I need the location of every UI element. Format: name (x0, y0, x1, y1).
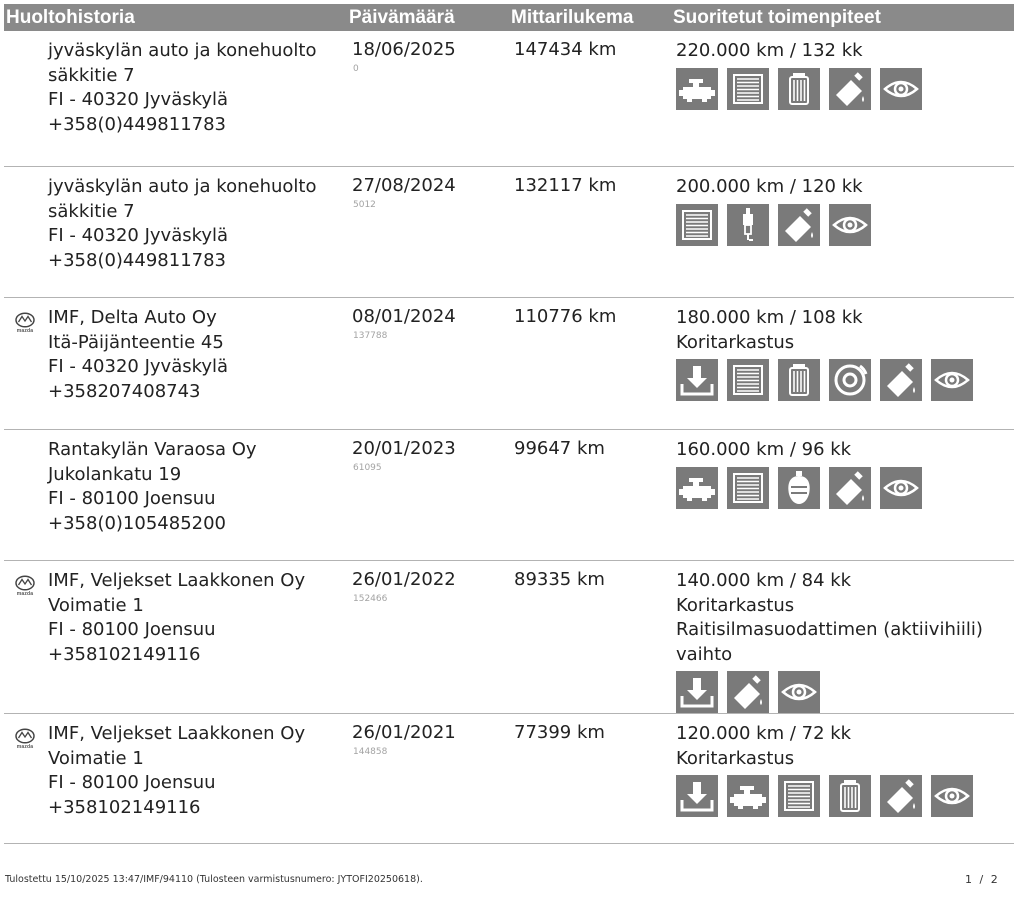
mazda-logo-icon (9, 312, 41, 338)
service-entry (4, 167, 1014, 298)
workshop-address (48, 438, 257, 536)
air-filter-icon (727, 359, 769, 401)
fluid-check-icon (880, 775, 922, 817)
operation-text: vaihto (676, 643, 733, 665)
operations-cell (676, 175, 1006, 246)
address-line: IMF, Delta Auto Oy (48, 307, 217, 328)
document-number: 152466 (353, 594, 388, 604)
operation-text: Koritarkastus (676, 594, 795, 616)
address-line: +358(0)449811783 (48, 249, 227, 271)
mazda-logo-icon (9, 728, 41, 754)
workshop-address (48, 569, 305, 667)
address-line: Voimatie 1 (48, 747, 144, 769)
operation-text: 200.000 km / 120 kk (676, 176, 863, 197)
address-line: FI - 80100 Joensuu (48, 619, 216, 640)
operation-text: Raitisilmasuodattimen (aktiivihiili) (676, 619, 983, 640)
workshop-address (48, 722, 305, 820)
table-header (4, 4, 1014, 31)
oil-filter-icon (778, 68, 820, 110)
operations-cell (676, 569, 1006, 713)
fluid-check-icon (829, 467, 871, 509)
odometer-reading: 110776 km (514, 306, 617, 327)
address-line: +358(0)105485200 (48, 512, 227, 534)
fluid-check-icon (727, 671, 769, 713)
document-number: 5012 (353, 200, 376, 210)
operations-cell (676, 438, 1006, 509)
workshop-address (48, 306, 228, 404)
address-line: +358102149116 (48, 643, 201, 665)
odometer-reading: 99647 km (514, 438, 605, 459)
address-line: FI - 40320 Jyväskylä (48, 89, 229, 110)
operations-cell (676, 306, 1006, 401)
address-line: IMF, Veljekset Laakkonen Oy (48, 570, 306, 591)
download-icon (676, 671, 718, 713)
service-date: 18/06/2025 (352, 39, 456, 60)
odometer-reading: 77399 km (514, 722, 605, 743)
address-line: +358102149116 (48, 796, 201, 818)
operations-cell (676, 722, 1006, 817)
operation-text: 180.000 km / 108 kk (676, 307, 863, 328)
mazda-logo-text: mazda (16, 591, 34, 597)
operation-text: 160.000 km / 96 kk (676, 439, 852, 460)
service-entry (4, 298, 1014, 430)
operation-icons (676, 775, 1006, 817)
fuel-filter-icon (778, 467, 820, 509)
mazda-logo-text: mazda (16, 744, 34, 750)
address-line: FI - 40320 Jyväskylä (48, 225, 229, 246)
document-number: 61095 (353, 463, 382, 473)
address-line: jyväskylän auto ja konehuolto (48, 176, 317, 197)
operation-icons (676, 467, 1006, 509)
address-line: IMF, Veljekset Laakkonen Oy (48, 723, 306, 744)
service-entry (4, 561, 1014, 714)
address-line: säkkitie 7 (48, 200, 135, 222)
address-line: FI - 80100 Joensuu (48, 772, 216, 793)
air-filter-icon (676, 204, 718, 246)
inspection-eye-icon (880, 68, 922, 110)
print-footer: Tulostettu 15/10/2025 13:47/IMF/94110 (Tulosteen varmistusnumero: JYTOFI20250618). (5, 874, 423, 885)
inspection-eye-icon (931, 775, 973, 817)
oil-filter-icon (778, 359, 820, 401)
service-date: 20/01/2023 (352, 438, 456, 459)
column-header-odometer: Mittarilukema (511, 7, 634, 28)
operation-icons (676, 204, 1006, 246)
operation-text: 120.000 km / 72 kk (676, 723, 852, 744)
operations-cell (676, 39, 1006, 110)
fluid-check-icon (880, 359, 922, 401)
oil-filter-icon (829, 775, 871, 817)
address-line: +358(0)449811783 (48, 113, 227, 135)
column-header-history: Huoltohistoria (6, 7, 135, 28)
service-entry (4, 430, 1014, 561)
column-header-operations: Suoritetut toimenpiteet (673, 7, 881, 28)
address-line: FI - 40320 Jyväskylä (48, 356, 229, 377)
address-line: Itä-Päijänteentie 45 (48, 331, 224, 353)
workshop-address (48, 39, 316, 137)
document-number: 137788 (353, 331, 388, 341)
odometer-reading: 147434 km (514, 39, 617, 60)
operation-text: Koritarkastus (676, 747, 795, 769)
document-number: 0 (353, 64, 359, 74)
brake-disc-icon (829, 359, 871, 401)
operation-text: 220.000 km / 132 kk (676, 40, 863, 61)
operation-text: Koritarkastus (676, 331, 795, 353)
inspection-eye-icon (931, 359, 973, 401)
fluid-check-icon (829, 68, 871, 110)
address-line: Rantakylän Varaosa Oy (48, 439, 257, 460)
address-line: +358207408743 (48, 380, 201, 402)
fluid-check-icon (778, 204, 820, 246)
address-line: Voimatie 1 (48, 594, 144, 616)
inspection-eye-icon (880, 467, 922, 509)
operation-icons (676, 359, 1006, 401)
engine-icon (676, 68, 718, 110)
service-entry (4, 714, 1014, 844)
document-number: 144858 (353, 747, 388, 757)
air-filter-icon (727, 467, 769, 509)
column-header-date: Päivämäärä (349, 7, 455, 28)
spark-plug-icon (727, 204, 769, 246)
address-line: säkkitie 7 (48, 64, 135, 86)
operation-icons (676, 68, 1006, 110)
service-date: 26/01/2021 (352, 722, 456, 743)
download-icon (676, 775, 718, 817)
service-history-list (4, 31, 1014, 844)
air-filter-icon (778, 775, 820, 817)
service-date: 27/08/2024 (352, 175, 456, 196)
address-line: Jukolankatu 19 (48, 463, 182, 485)
operation-icons (676, 671, 1006, 713)
engine-icon (727, 775, 769, 817)
service-date: 26/01/2022 (352, 569, 456, 590)
inspection-eye-icon (778, 671, 820, 713)
operation-text: 140.000 km / 84 kk (676, 570, 852, 591)
page-number: 1 / 2 (965, 873, 998, 886)
engine-icon (676, 467, 718, 509)
odometer-reading: 89335 km (514, 569, 605, 590)
address-line: jyväskylän auto ja konehuolto (48, 40, 317, 61)
inspection-eye-icon (829, 204, 871, 246)
download-icon (676, 359, 718, 401)
mazda-logo-text: mazda (16, 328, 34, 334)
service-entry (4, 31, 1014, 167)
service-date: 08/01/2024 (352, 306, 456, 327)
mazda-logo-icon (9, 575, 41, 601)
air-filter-icon (727, 68, 769, 110)
odometer-reading: 132117 km (514, 175, 617, 196)
workshop-address (48, 175, 316, 273)
address-line: FI - 80100 Joensuu (48, 488, 216, 509)
